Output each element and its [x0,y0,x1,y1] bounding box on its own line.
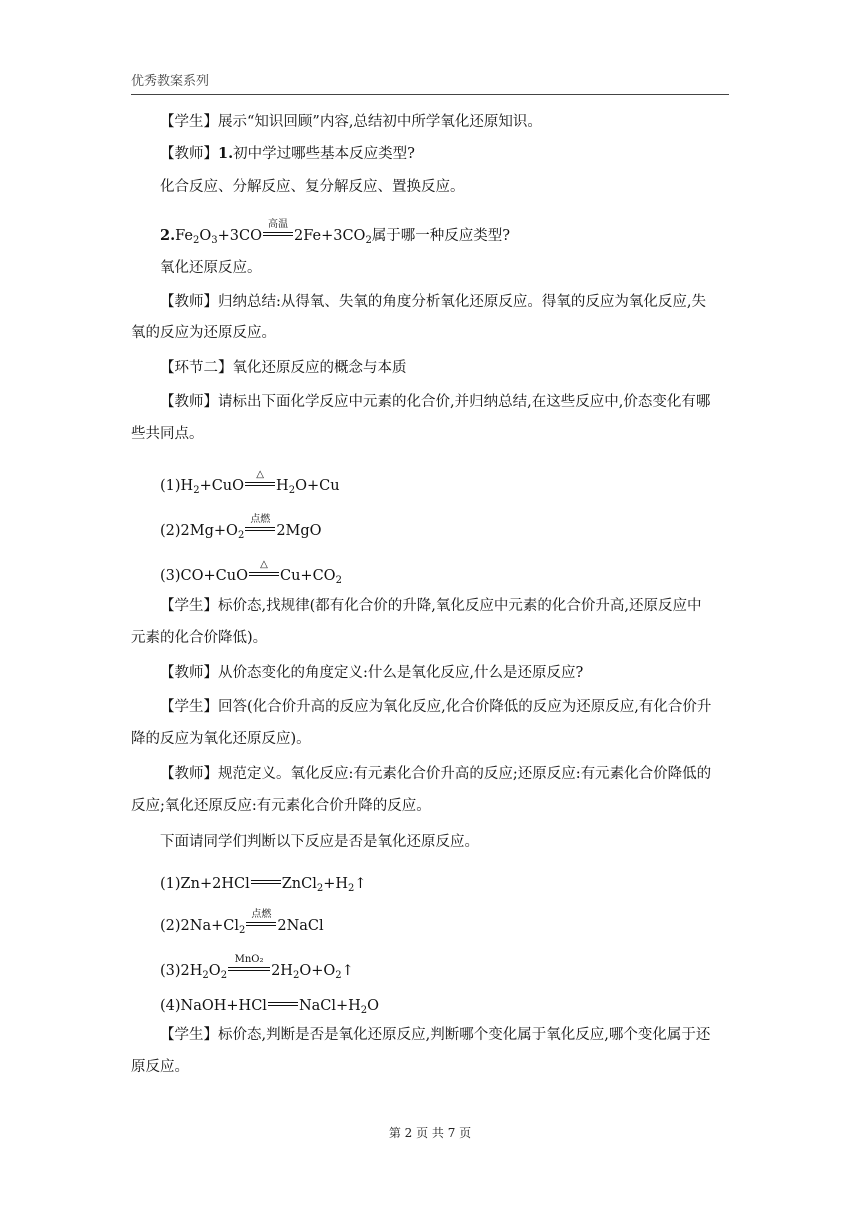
line-text: 些共同点。 [131,426,204,442]
role-tag-student: 【学生】 [160,114,218,130]
equals-sign [245,482,275,486]
role-tag-student: 【学生】 [160,699,218,715]
paragraph-line [160,258,731,278]
role-tag-teacher: 【教师】 [160,665,218,681]
paragraph-line [160,112,731,132]
role-tag-teacher: 【教师】 [160,394,218,410]
line-text: 元素的化合价降低)。 [131,630,268,646]
equation-line: $(2)2Na+Cl_2$ 点燃 2NaCl [160,909,324,936]
equation-line: (1)Zn+2HCl $ZnCl_2+H_2↑$ [160,868,731,894]
line-text: 请标出下面化学反应中元素的化合价,并归纳总结,在这些反应中,价态变化有哪 [218,394,711,410]
equation-line: $(1)H_2+CuO$ △ $H_2O+Cu$ [160,469,340,496]
equation-line: $(3)2H_2O_2$ MnO₂ $2H_2O+O_2↑$ [160,954,354,981]
line-text: 化合反应、分解反应、复分解反应、置换反应。 [160,179,465,195]
equals-sign [245,527,275,531]
equals-sign [249,572,279,576]
paragraph-line [160,697,731,717]
paragraph-line [131,323,731,343]
paragraph-line [131,729,731,749]
line-text: 标价态,判断是否是氧化还原反应,判断哪个变化属于氧化反应,哪个变化属于还 [218,1027,711,1043]
reaction-condition [251,868,281,888]
line-text: 展示“知识回顾”内容,总结初中所学氧化还原知识。 [218,114,542,130]
reaction-condition: 高温 [263,220,293,240]
equals-sign [251,880,281,884]
paragraph-line [160,392,731,412]
equation-line: (4)NaOH+HCl $NaCl+H_2O$ [160,990,731,1016]
equals-sign [268,1002,298,1006]
paragraph-line [160,1025,731,1045]
line-text: 规范定义。氧化反应:有元素化合价升高的反应;还原反应:有元素化合价降低的 [218,766,712,782]
paragraph-line [131,424,731,444]
line-text: 氧的反应为还原反应。 [131,325,276,341]
role-tag-teacher: 【教师】 [160,766,218,782]
line-text: 原反应。 [131,1059,189,1075]
role-tag-student: 【学生】 [160,598,218,614]
role-tag-student: 【学生】 [160,1027,218,1043]
line-text: 氧化还原反应的概念与本质 [232,360,407,376]
equals-sign [228,967,270,971]
line-text: 从价态变化的角度定义:什么是氧化反应,什么是还原反应? [218,665,584,681]
section-tag: 【环节二】 [160,360,233,376]
role-tag-teacher: 【教师】 [160,146,218,162]
reaction-condition: 点燃 [245,515,275,535]
page-footer: 第 2 页 共 7 页 [388,1126,472,1140]
paragraph-line [160,764,731,784]
question-number: 1. [218,145,234,162]
role-tag-teacher: 【教师】 [160,294,218,310]
paragraph-line [131,1057,731,1077]
equals-sign [263,232,293,236]
line-text: 降的反应为氧化还原反应)。 [131,731,311,747]
reaction-condition: 点燃 [246,910,276,930]
paragraph-line [131,628,731,648]
paragraph-line [160,292,731,312]
equation-question-line: $2.Fe_2O_3+3CO$ 高温 $2Fe+3CO_2$属于哪一种反应类型? [160,219,511,246]
line-text: 反应;氧化还原反应:有元素化合价升降的反应。 [131,798,431,814]
line-text: 标价态,找规律(都有化合价的升降,氧化反应中元素的化合价升高,还原反应中 [218,598,702,614]
line-text: 氧化还原反应。 [160,260,262,276]
paragraph-line [160,663,731,683]
paragraph-line [160,596,731,616]
reaction-condition: △ [245,470,275,490]
line-text: 下面请同学们判断以下反应是否是氧化还原反应。 [160,834,479,850]
reaction-condition [268,990,298,1010]
line-text: 归纳总结:从得氧、失氧的角度分析氧化还原反应。得氧的反应为氧化反应,失 [218,294,706,310]
paragraph-line [160,177,731,197]
reaction-condition: MnO₂ [228,955,270,975]
line-text: 初中学过哪些基本反应类型? [233,146,415,162]
paragraph-line [160,358,731,378]
reaction-condition: △ [249,560,279,580]
paragraph-line [160,144,731,164]
paragraph-line [160,832,731,852]
equals-sign [246,922,276,926]
page-header: 优秀教案系列 [131,70,729,95]
paragraph-line [131,796,731,816]
equation-line: $(2)2Mg+O_2$ 点燃 2MgO [160,514,322,541]
equation-line: (3)CO+CuO △ $Cu+CO_2$ [160,559,342,586]
question-number: 2. [160,227,176,244]
line-text: 回答(化合价升高的反应为氧化反应,化合价降低的反应为还原反应,有化合价升 [218,699,712,715]
